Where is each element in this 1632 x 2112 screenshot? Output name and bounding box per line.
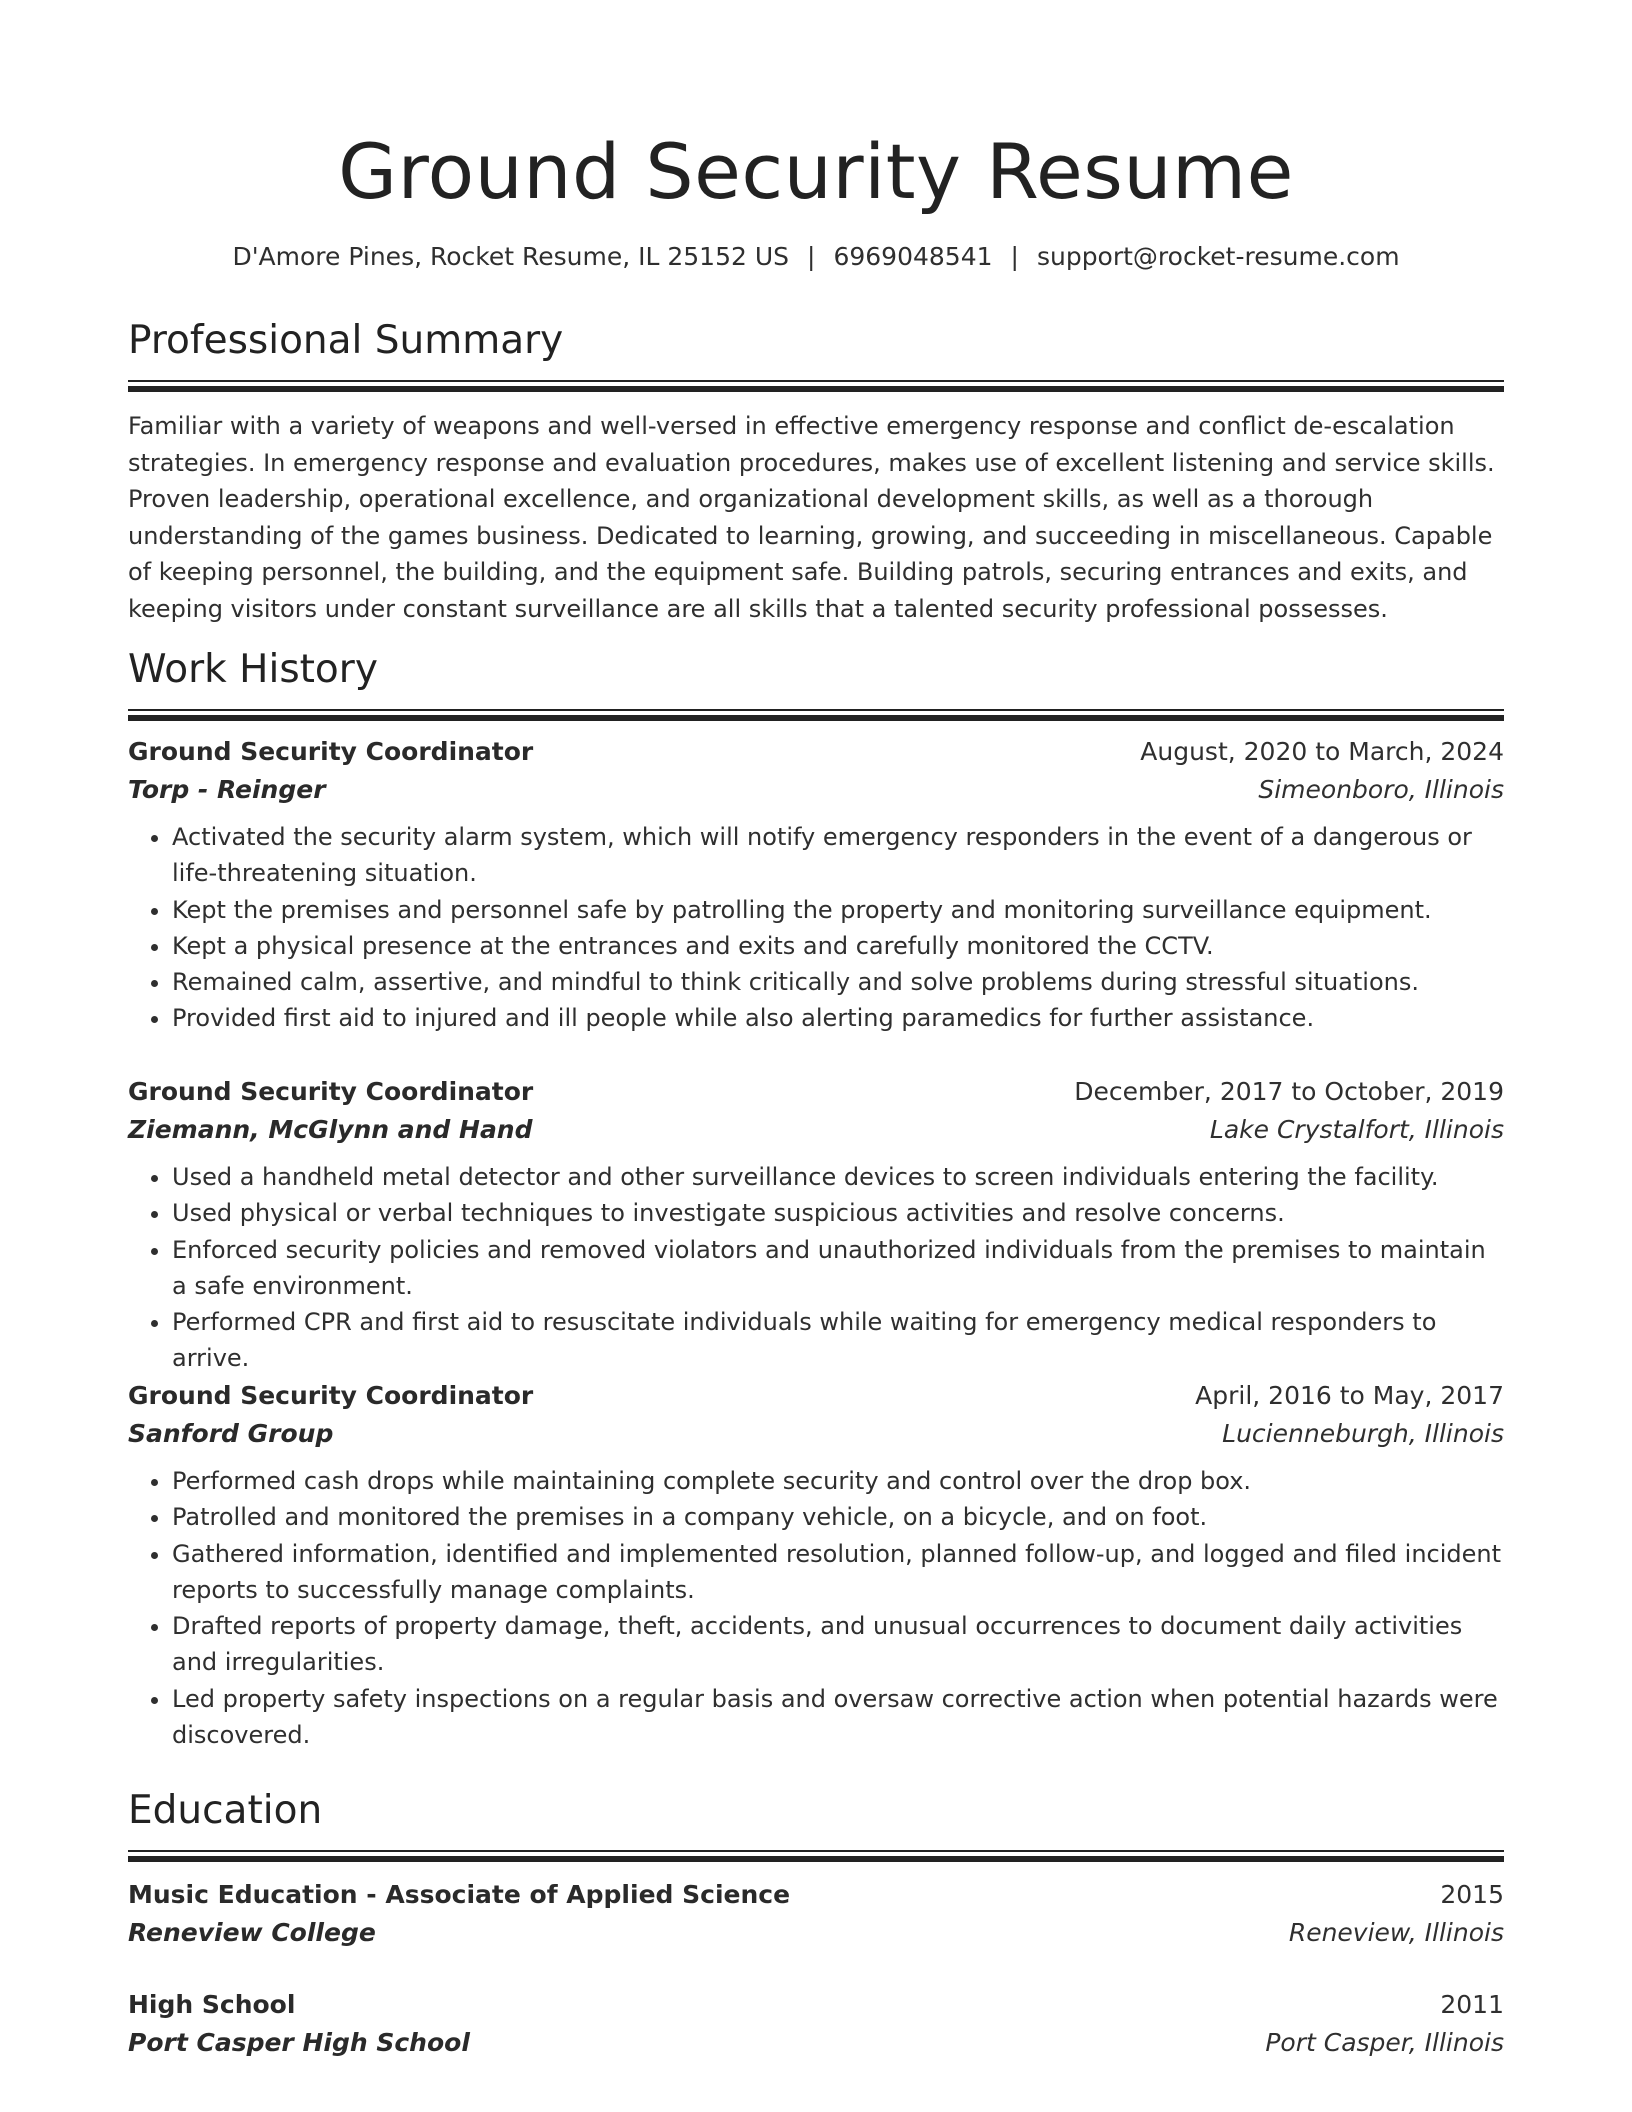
contact-address: D'Amore Pines, Rocket Resume, IL 25152 US	[232, 242, 790, 271]
bullet-item: • Kept a physical presence at the entrances and exits and carefully monitored the CCTV.	[172, 928, 1504, 964]
education-year: 2011	[1440, 1990, 1504, 2019]
education-location: Port Casper, Illinois	[1265, 2028, 1504, 2057]
education-section	[128, 1786, 1504, 1862]
summary-section	[128, 316, 1504, 627]
bullet-item: • Performed CPR and first aid to resuscitate individuals while waiting for emergency medical responders to arrive.	[172, 1304, 1504, 1377]
bullet-item: • Kept the premises and personnel safe by patrolling the property and monitoring surveillance equipment.	[172, 892, 1504, 928]
bullet-item: • Provided first aid to injured and ill people while also alerting paramedics for further assistance.	[172, 1000, 1504, 1036]
bullet-item: • Remained calm, assertive, and mindful to think critically and solve problems during stressful situations.	[172, 964, 1504, 1000]
job-entry	[128, 733, 1504, 1037]
job-dates: April, 2016 to May, 2017	[1195, 1381, 1504, 1410]
job-entry	[128, 1073, 1504, 1377]
bullet-item: • Patrolled and monitored the premises in a company vehicle, on a bicycle, and on foot.	[172, 1499, 1504, 1535]
job-company: Sanford Group	[128, 1419, 334, 1448]
contact-phone: 6969048541	[833, 242, 993, 271]
education-entry	[128, 1986, 1504, 2062]
job-title: Ground Security Coordinator	[128, 1077, 534, 1106]
bullet-item: • Gathered information, identified and implemented resolution, planned follow-up, and logged and filed incident reports to successfully manage complaints.	[172, 1536, 1504, 1609]
education-degree: High School	[128, 1990, 296, 2019]
job-location: Lake Crystalfort, Illinois	[1209, 1115, 1504, 1144]
section-divider	[128, 380, 1504, 392]
bullet-item: • Led property safety inspections on a regular basis and oversaw corrective action when potential hazards were discovered.	[172, 1681, 1504, 1754]
education-location: Reneview, Illinois	[1288, 1918, 1504, 1947]
contact-separator: |	[807, 242, 816, 271]
job-entry	[128, 1377, 1504, 1753]
bullet-item: • Used a handheld metal detector and other surveillance devices to screen individuals entering the facility.	[172, 1159, 1504, 1195]
bullet-item: • Activated the security alarm system, which will notify emergency responders in the event of a dangerous or life-threatening situation.	[172, 819, 1504, 892]
education-school: Reneview College	[128, 1918, 376, 1947]
job-title: Ground Security Coordinator	[128, 737, 534, 766]
work-history-section	[128, 645, 1504, 721]
job-bullets	[128, 1159, 1504, 1377]
job-company: Torp - Reinger	[128, 775, 326, 804]
job-title: Ground Security Coordinator	[128, 1381, 534, 1410]
education-degree: Music Education - Associate of Applied Science	[128, 1880, 791, 1909]
job-bullets	[128, 1463, 1504, 1753]
section-divider	[128, 709, 1504, 721]
job-company: Ziemann, McGlynn and Hand	[128, 1115, 533, 1144]
bullet-item: • Drafted reports of property damage, theft, accidents, and unusual occurrences to document daily activities and irregularities.	[172, 1608, 1504, 1681]
contact-email: support@rocket-resume.com	[1036, 242, 1400, 271]
bullet-item: • Used physical or verbal techniques to investigate suspicious activities and resolve concerns.	[172, 1195, 1504, 1231]
bullet-item: • Performed cash drops while maintaining complete security and control over the drop box.	[172, 1463, 1504, 1499]
job-bullets	[128, 819, 1504, 1037]
job-dates: December, 2017 to October, 2019	[1074, 1077, 1504, 1106]
summary-text: Familiar with a variety of weapons and well-versed in effective emergency response and conflict de-escalation strategies. In emergency response and evaluation procedures, makes use of excellent listening and service skills. Proven leadership, operational excellence, and organizational development skills, as well as a thorough understanding of the games business. Dedicated to learning, growing, and succeeding in miscellaneous. Capable of keeping personnel, the building, and the equipment safe. Building patrols, securing entrances and exits, and keeping visitors under constant surveillance are all skills that a talented security professional possesses.	[128, 412, 1495, 623]
education-heading: Education	[128, 1788, 323, 1833]
education-school: Port Casper High School	[128, 2028, 470, 2057]
section-divider	[128, 1850, 1504, 1862]
contact-line	[128, 240, 1504, 274]
contact-separator: |	[1010, 242, 1019, 271]
education-year: 2015	[1440, 1880, 1504, 1909]
resume-title: Ground Security Resume	[338, 127, 1294, 216]
education-entry	[128, 1876, 1504, 1952]
work-history-heading: Work History	[128, 647, 378, 692]
bullet-item: • Enforced security policies and removed violators and unauthorized individuals from the premises to maintain a safe environment.	[172, 1232, 1504, 1305]
job-dates: August, 2020 to March, 2024	[1140, 737, 1504, 766]
job-location: Simeonboro, Illinois	[1258, 775, 1504, 804]
summary-heading: Professional Summary	[128, 318, 564, 363]
job-location: Lucienneburgh, Illinois	[1222, 1419, 1504, 1448]
